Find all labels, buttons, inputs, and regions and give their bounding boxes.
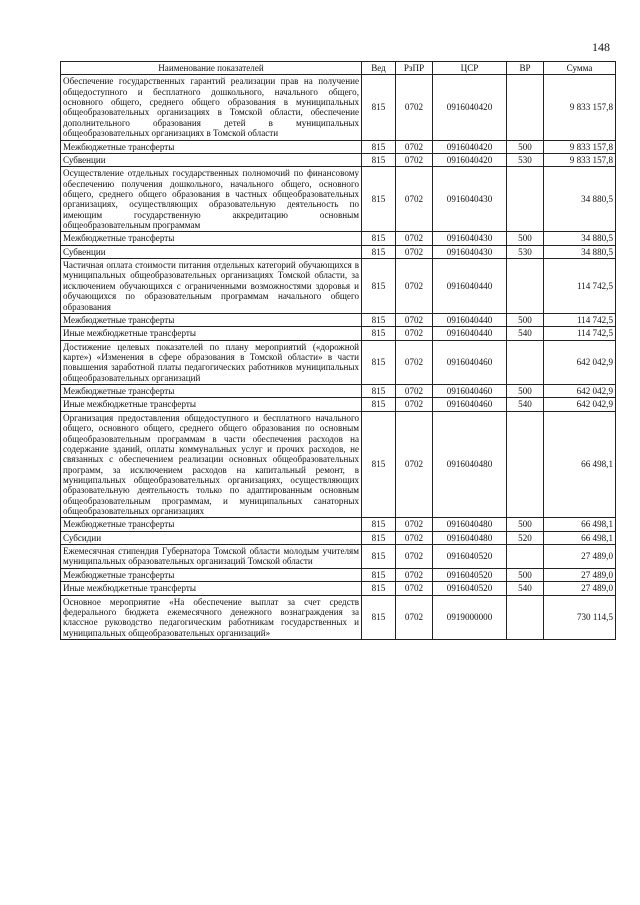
- cell-vr: [507, 411, 544, 518]
- cell-rzpr: 0702: [396, 411, 433, 518]
- cell-sum: 114 742,5: [544, 259, 616, 314]
- cell-csr: 0916040430: [433, 232, 507, 245]
- cell-sum: 34 880,5: [544, 245, 616, 258]
- cell-rzpr: 0702: [396, 259, 433, 314]
- table-row: [61, 531, 616, 544]
- cell-csr: 0916040440: [433, 259, 507, 314]
- cell-vr: [507, 340, 544, 384]
- cell-sum: 34 880,5: [544, 232, 616, 245]
- cell-ved: 815: [362, 232, 396, 245]
- cell-sum: 66 498,1: [544, 411, 616, 518]
- cell-csr: 0916040420: [433, 140, 507, 153]
- cell-sum: 27 489,0: [544, 582, 616, 595]
- cell-vr: 520: [507, 531, 544, 544]
- table-row: [61, 259, 616, 314]
- cell-vr: [507, 595, 544, 639]
- cell-csr: 0916040440: [433, 327, 507, 340]
- cell-rzpr: 0702: [396, 398, 433, 411]
- cell-ved: 815: [362, 595, 396, 639]
- cell-rzpr: 0702: [396, 582, 433, 595]
- cell-ved: 815: [362, 582, 396, 595]
- cell-rzpr: 0702: [396, 531, 433, 544]
- cell-csr: 0916040460: [433, 340, 507, 384]
- cell-name: Иные межбюджетные трансферты: [61, 398, 362, 411]
- cell-ved: 815: [362, 313, 396, 326]
- cell-name: Достижение целевых показателей по плану мероприятий («дорожной карте») «Изменения в сфере образования в Томской области» в части повышения заработной платы педагогических работников муниципальных общеобразовательных организаций: [61, 340, 362, 384]
- cell-sum: 114 742,5: [544, 327, 616, 340]
- cell-name: Межбюджетные трансферты: [61, 232, 362, 245]
- cell-ved: 815: [362, 398, 396, 411]
- cell-csr: 0916040520: [433, 568, 507, 581]
- cell-rzpr: 0702: [396, 327, 433, 340]
- cell-ved: 815: [362, 167, 396, 232]
- table-row: [61, 398, 616, 411]
- page-number: 148: [592, 40, 610, 54]
- cell-sum: 642 042,9: [544, 340, 616, 384]
- cell-name: Межбюджетные трансферты: [61, 385, 362, 398]
- cell-ved: 815: [362, 568, 396, 581]
- cell-sum: 66 498,1: [544, 531, 616, 544]
- header-vr: ВР: [507, 62, 544, 75]
- cell-name: Субсидии: [61, 531, 362, 544]
- table-row: [61, 518, 616, 531]
- cell-name: Межбюджетные трансферты: [61, 518, 362, 531]
- table-row: [61, 582, 616, 595]
- cell-sum: 642 042,9: [544, 385, 616, 398]
- cell-vr: 540: [507, 582, 544, 595]
- cell-rzpr: 0702: [396, 232, 433, 245]
- cell-csr: 0916040460: [433, 385, 507, 398]
- cell-sum: 27 489,0: [544, 568, 616, 581]
- cell-sum: 114 742,5: [544, 313, 616, 326]
- cell-vr: 530: [507, 245, 544, 258]
- cell-name: Иные межбюджетные трансферты: [61, 582, 362, 595]
- cell-ved: 815: [362, 245, 396, 258]
- cell-vr: 500: [507, 313, 544, 326]
- cell-vr: 500: [507, 232, 544, 245]
- cell-ved: 815: [362, 259, 396, 314]
- cell-name: Межбюджетные трансферты: [61, 568, 362, 581]
- cell-rzpr: 0702: [396, 568, 433, 581]
- cell-name: Ежемесячная стипендия Губернатора Томской области молодым учителям муниципальных образовательных организаций Томской области: [61, 545, 362, 569]
- cell-sum: 9 833 157,8: [544, 75, 616, 140]
- cell-vr: 500: [507, 568, 544, 581]
- table-row: [61, 340, 616, 384]
- table-row: [61, 411, 616, 518]
- table-body: [61, 75, 616, 640]
- cell-csr: 0916040520: [433, 545, 507, 569]
- table-row: [61, 385, 616, 398]
- cell-csr: 0916040460: [433, 398, 507, 411]
- cell-ved: 815: [362, 531, 396, 544]
- table-row: [61, 75, 616, 140]
- cell-name: Межбюджетные трансферты: [61, 140, 362, 153]
- table-row: [61, 595, 616, 639]
- table-row: [61, 140, 616, 153]
- cell-name: Частичная оплата стоимости питания отдельных категорий обучающихся в муниципальных общеобразовательных организациях Томской области, за исключением обучающихся с ограниченными возможностями здоровья и обучающихся по образовательным программам начального общего образования: [61, 259, 362, 314]
- cell-sum: 27 489,0: [544, 545, 616, 569]
- cell-csr: 0916040430: [433, 245, 507, 258]
- table-row: [61, 327, 616, 340]
- cell-ved: 815: [362, 153, 396, 166]
- cell-ved: 815: [362, 385, 396, 398]
- cell-sum: 34 880,5: [544, 167, 616, 232]
- cell-vr: [507, 545, 544, 569]
- cell-csr: 0916040480: [433, 518, 507, 531]
- cell-name: Межбюджетные трансферты: [61, 313, 362, 326]
- cell-vr: [507, 75, 544, 140]
- cell-csr: 0916040420: [433, 153, 507, 166]
- cell-rzpr: 0702: [396, 518, 433, 531]
- cell-vr: [507, 167, 544, 232]
- cell-sum: 642 042,9: [544, 398, 616, 411]
- table-row: [61, 568, 616, 581]
- cell-name: Организация предоставления общедоступного и бесплатного начального общего, основного общего, среднего общего образования по основным общеобразовательным программам в части обеспечения расходов на содержание зданий, оплаты коммунальных услуг и прочих расходов, не связанных с обеспечением реализации основных общеобразовательных программ, за исключением расходов на капитальный ремонт, в муниципальных общеобразовательных организациях, осуществляющих образовательную деятельность только по адаптированным основным общеобразовательным программам, и муниципальных санаторных общеобразовательных организациях: [61, 411, 362, 518]
- cell-rzpr: 0702: [396, 595, 433, 639]
- cell-ved: 815: [362, 545, 396, 569]
- cell-csr: 0916040480: [433, 531, 507, 544]
- cell-csr: 0916040440: [433, 313, 507, 326]
- cell-name: Субвенции: [61, 245, 362, 258]
- cell-ved: 815: [362, 518, 396, 531]
- cell-rzpr: 0702: [396, 245, 433, 258]
- cell-vr: 540: [507, 327, 544, 340]
- cell-name: Субвенции: [61, 153, 362, 166]
- cell-rzpr: 0702: [396, 385, 433, 398]
- table-row: [61, 153, 616, 166]
- cell-name: Обеспечение государственных гарантий реализации прав на получение общедоступного и бесплатного дошкольного, начального общего, основного общего, среднего общего образования в муниципальных общеобразовательных организациях в Томской области, обеспечение дополнительного образования детей в муниципальных общеобразовательных организациях в Томской области: [61, 75, 362, 140]
- table-row: [61, 232, 616, 245]
- cell-csr: 0919000000: [433, 595, 507, 639]
- cell-rzpr: 0702: [396, 167, 433, 232]
- budget-table: [60, 61, 616, 640]
- header-name: Наименование показателей: [61, 62, 362, 75]
- cell-name: Основное мероприятие «На обеспечение выплат за счет средств федерального бюджета ежемесячного денежного вознаграждения за классное руководство педагогическим работникам государственных и муниципальных общеобразовательных организаций»: [61, 595, 362, 639]
- cell-sum: 9 833 157,8: [544, 140, 616, 153]
- cell-vr: 540: [507, 398, 544, 411]
- cell-rzpr: 0702: [396, 340, 433, 384]
- cell-name: Иные межбюджетные трансферты: [61, 327, 362, 340]
- cell-vr: 500: [507, 385, 544, 398]
- cell-vr: 500: [507, 140, 544, 153]
- cell-csr: 0916040420: [433, 75, 507, 140]
- cell-csr: 0916040520: [433, 582, 507, 595]
- table-row: [61, 313, 616, 326]
- cell-rzpr: 0702: [396, 140, 433, 153]
- cell-rzpr: 0702: [396, 75, 433, 140]
- cell-csr: 0916040480: [433, 411, 507, 518]
- cell-ved: 815: [362, 411, 396, 518]
- header-ved: Вед: [362, 62, 396, 75]
- cell-ved: 815: [362, 327, 396, 340]
- cell-vr: 500: [507, 518, 544, 531]
- cell-name: Осуществление отдельных государственных полномочий по финансовому обеспечению получения дошкольного, начального общего, основного общего, среднего общего образования в частных общеобразовательных организациях, осуществляющих образовательную деятельность по имеющим государственную аккредитацию основным общеобразовательным программам: [61, 167, 362, 232]
- table-header-row: [61, 62, 616, 75]
- cell-sum: 730 114,5: [544, 595, 616, 639]
- cell-ved: 815: [362, 140, 396, 153]
- cell-sum: 66 498,1: [544, 518, 616, 531]
- header-sum: Сумма: [544, 62, 616, 75]
- table-row: [61, 167, 616, 232]
- cell-ved: 815: [362, 340, 396, 384]
- cell-sum: 9 833 157,8: [544, 153, 616, 166]
- table-row: [61, 245, 616, 258]
- cell-rzpr: 0702: [396, 153, 433, 166]
- cell-rzpr: 0702: [396, 313, 433, 326]
- cell-rzpr: 0702: [396, 545, 433, 569]
- cell-vr: [507, 259, 544, 314]
- cell-vr: 530: [507, 153, 544, 166]
- cell-csr: 0916040430: [433, 167, 507, 232]
- cell-ved: 815: [362, 75, 396, 140]
- table-row: [61, 545, 616, 569]
- header-csr: ЦСР: [433, 62, 507, 75]
- header-rzpr: РзПР: [396, 62, 433, 75]
